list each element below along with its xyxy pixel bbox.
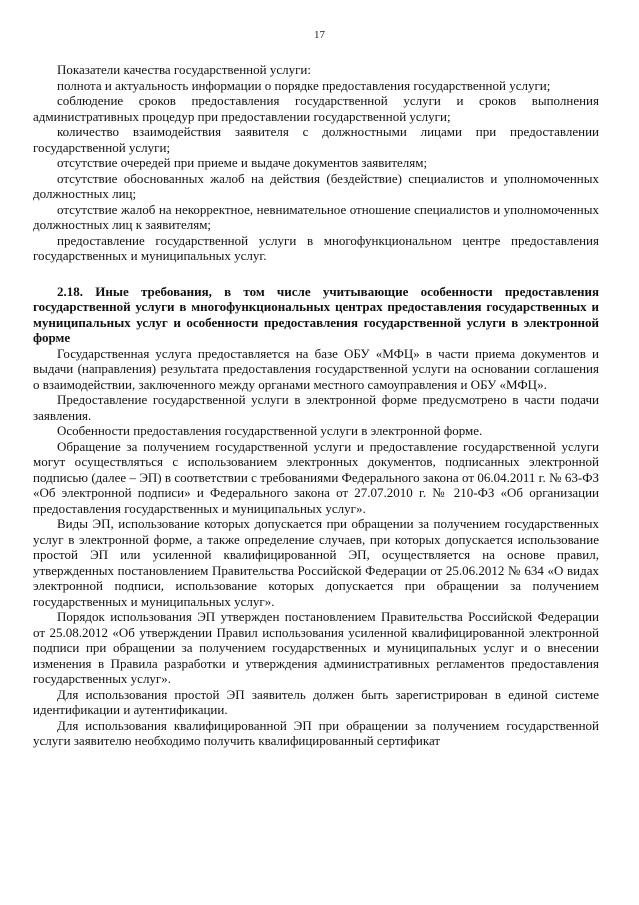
quality-intro: Показатели качества государственной услуги: xyxy=(57,62,311,77)
paragraph: Государственная услуга предоставляется на базе ОБУ «МФЦ» в части приема документов и выдачи (направления) результата предоставления государственной услуги на основании соглашения о взаимодействии, заключенного между органами местного самоуправления и ОБУ «МФЦ». xyxy=(33,345,599,392)
paragraph: Предоставление государственной услуги в электронной форме предусмотрено в части подачи заявления. xyxy=(33,392,599,423)
paragraph: Виды ЭП, использование которых допускается при обращении за получением государственных услуг в электронной форме, а также определение случаев, при которых допускается использование простой ЭП или усиленной квалифицированной ЭП, осуществляется на основе правил, утвержденных постановлением Правительства Российской Федерации от 25.06.2012 № 634 «О видах электронной подписи, использование которых допускается при обращении за получением государственных и муниципальных услуг». xyxy=(33,516,599,609)
paragraph: Особенности предоставления государственной услуги в электронной форме. xyxy=(57,423,483,438)
paragraph: Обращение за получением государственной услуги и предоставление государственной услуги могут осуществляться с использованием электронных документов, подписанных электронной подписью (далее – ЭП) в соответствии с требованиями Федерального закона от 06.04.2011 г. № 63-ФЗ «Об электронной подписи» и Федерального закона от 27.07.2010 г. № 210-ФЗ «Об организации предоставления государственных и муниципальных услуг». xyxy=(33,438,599,516)
page-number: 17 xyxy=(314,29,325,41)
section-heading: 2.18. Иные требования, в том числе учитывающие особенности предоставления государственной услуги в многофункциональных центрах предоставления государственных и муниципальных услуг и особенности предоставления государственной услуги в электронной форме xyxy=(33,283,599,345)
paragraph: Для использования простой ЭП заявитель должен быть зарегистрирован в единой системе идентификации и аутентификации. xyxy=(33,686,599,717)
paragraph: Порядок использования ЭП утвержден постановлением Правительства Российской Федерации от 25.08.2012 «Об утверждении Правил использования усиленной квалифицированной электронной подписи при обращении за получением государственных и муниципальных услуг и о внесении изменения в Правила разработки и утверждения административных регламентов предоставления государственных услуг». xyxy=(33,609,599,686)
quality-item: отсутствие обоснованных жалоб на действия (бездействие) специалистов и уполномоченных должностных лиц; xyxy=(33,170,599,201)
quality-item: отсутствие очередей при приеме и выдаче документов заявителям; xyxy=(57,155,428,170)
quality-item: предоставление государственной услуги в многофункциональном центре предоставления государственных и муниципальных услуг. xyxy=(33,232,599,263)
quality-item: соблюдение сроков предоставления государственной услуги и сроков выполнения административных процедур при предоставлении государственной услуги; xyxy=(33,93,599,124)
quality-item: отсутствие жалоб на некорректное, невнимательное отношение специалистов и уполномоченных должностных лиц к заявителям; xyxy=(33,201,599,232)
document-body xyxy=(33,62,599,749)
paragraph: Для использования квалифицированной ЭП при обращении за получением государственной услуги заявителю необходимо получить квалифицированный сертификат xyxy=(33,717,599,748)
quality-item: полнота и актуальность информации о порядке предоставления государственной услуги; xyxy=(57,77,551,93)
quality-item: количество взаимодействия заявителя с должностными лицами при предоставлении государственной услуги; xyxy=(33,124,599,155)
